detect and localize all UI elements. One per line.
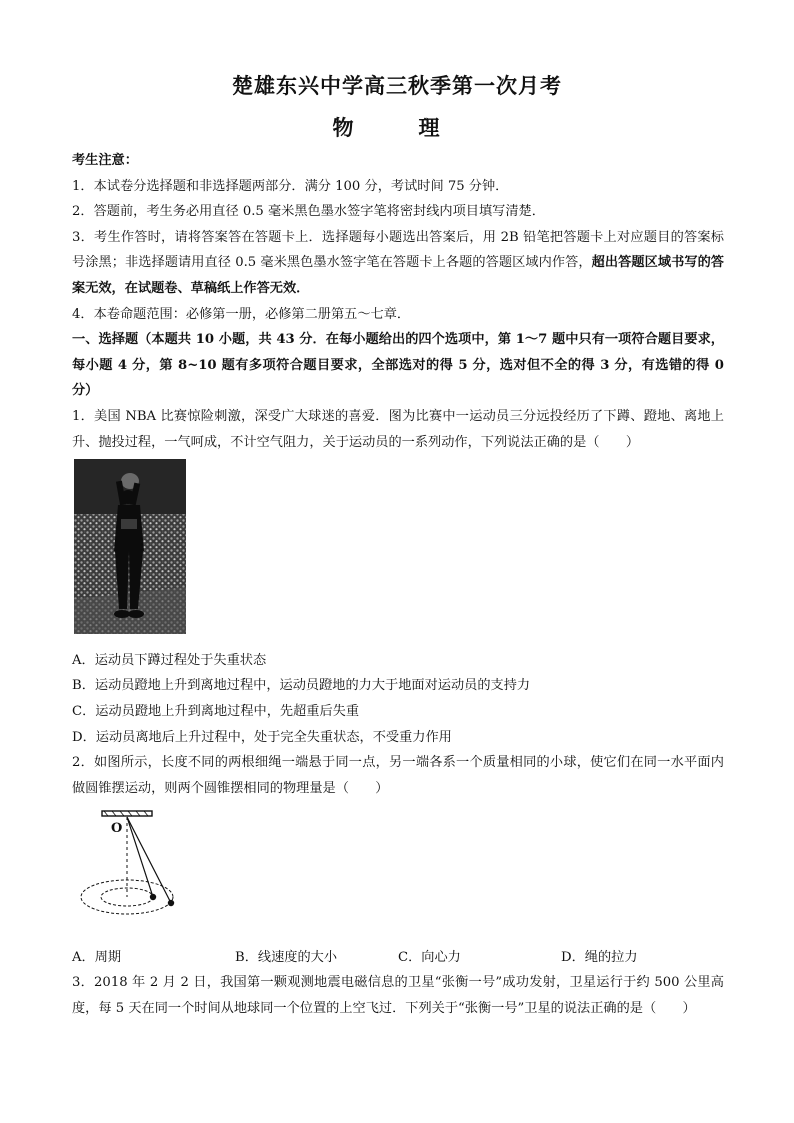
question-3-stem: 3．2018 年 2 月 2 日，我国第一颗观测地震电磁信息的卫星“张衡一号”成功发射，卫星运行于约 500 公里高度，每 5 天在同一个时间从地球同一个位置的上空飞过．下列关于“张衡一号”卫星的说法正确的是（ ） <box>72 975 724 1017</box>
exam-title: 楚雄东兴中学高三秋季第一次月考 <box>232 73 562 98</box>
notice-item-2: 2．答题前，考生务必用直径 0.5 毫米黑色墨水签字笔将密封线内项目填写清楚． <box>72 204 545 220</box>
question-1-option-c: C．运动员蹬地上升到离地过程中，先超重后失重 <box>72 703 360 719</box>
exam-content <box>72 148 724 1022</box>
notice-item-1: 1．本试卷分选择题和非选择题两部分．满分 100 分，考试时间 75 分钟． <box>72 178 509 194</box>
question-2-option-b: B．线速度的大小 <box>235 949 338 965</box>
subject-title: 物 理 <box>332 115 462 140</box>
question-1-option-d: D．运动员离地后上升过程中，处于完全失重状态，不受重力作用 <box>72 729 452 745</box>
question-1-option-b: B．运动员蹬地上升到离地过程中，运动员蹬地的力大于地面对运动员的支持力 <box>72 678 531 694</box>
question-1-option-a: A．运动员下蹲过程处于失重状态 <box>72 652 267 668</box>
notice-item-3 <box>72 225 724 302</box>
notice-item-3-bold: 超出答题区域书写的答案无效，在试题卷、草稿纸上作答无效． <box>72 255 724 296</box>
question-2-stem: 2．如图所示，长度不同的两根细绳一端悬于同一点，另一端各系一个质量相同的小球，使它们在同一水平面内做圆锥摆运动，则两个圆锥摆相同的物理量是（ ） <box>72 755 724 796</box>
conical-pendulum-diagram <box>74 807 184 935</box>
basketball-player-photo <box>74 459 186 634</box>
notice-item-3-text: 3．考生作答时，请将答案答在答题卡上．选择题每小题选出答案后，用 2B 铅笔把答题卡上对应题目的答案标号涂黑；非选择题请用直径 0.5 毫米黑色墨水签字笔在答题卡上各题的答题区域内作答， <box>72 229 724 271</box>
question-2-option-a: A．周期 <box>72 949 122 965</box>
question-2-option-d: D．绳的拉力 <box>561 949 638 965</box>
question-1-stem: 1．美国 NBA 比赛惊险刺激，深受广大球迷的喜爱．图为比赛中一运动员三分远投经历了下蹲、蹬地、离地上升、抛投过程，一气呵成，不计空气阻力，关于运动员的一系列动作，下列说法正确的是（ ） <box>72 408 724 450</box>
pivot-label: O <box>111 821 123 837</box>
section-1-header: 一、选择题（本题共 10 小题，共 43 分．在每小题给出的四个选项中，第 1～7 题中只有一项符合题目要求，每小题 4 分，第 8~10 题有多项符合题目要求，全部选对的得 5 分，选对但不全的得 3 分，有选错的得 0 分） <box>72 332 724 399</box>
notice-heading: 考生注意： <box>72 153 138 168</box>
question-2-option-c: C．向心力 <box>398 949 461 965</box>
question-2-options <box>72 945 724 971</box>
notice-item-4: 4．本卷命题范围：必修第一册，必修第二册第五～七章． <box>72 306 411 322</box>
